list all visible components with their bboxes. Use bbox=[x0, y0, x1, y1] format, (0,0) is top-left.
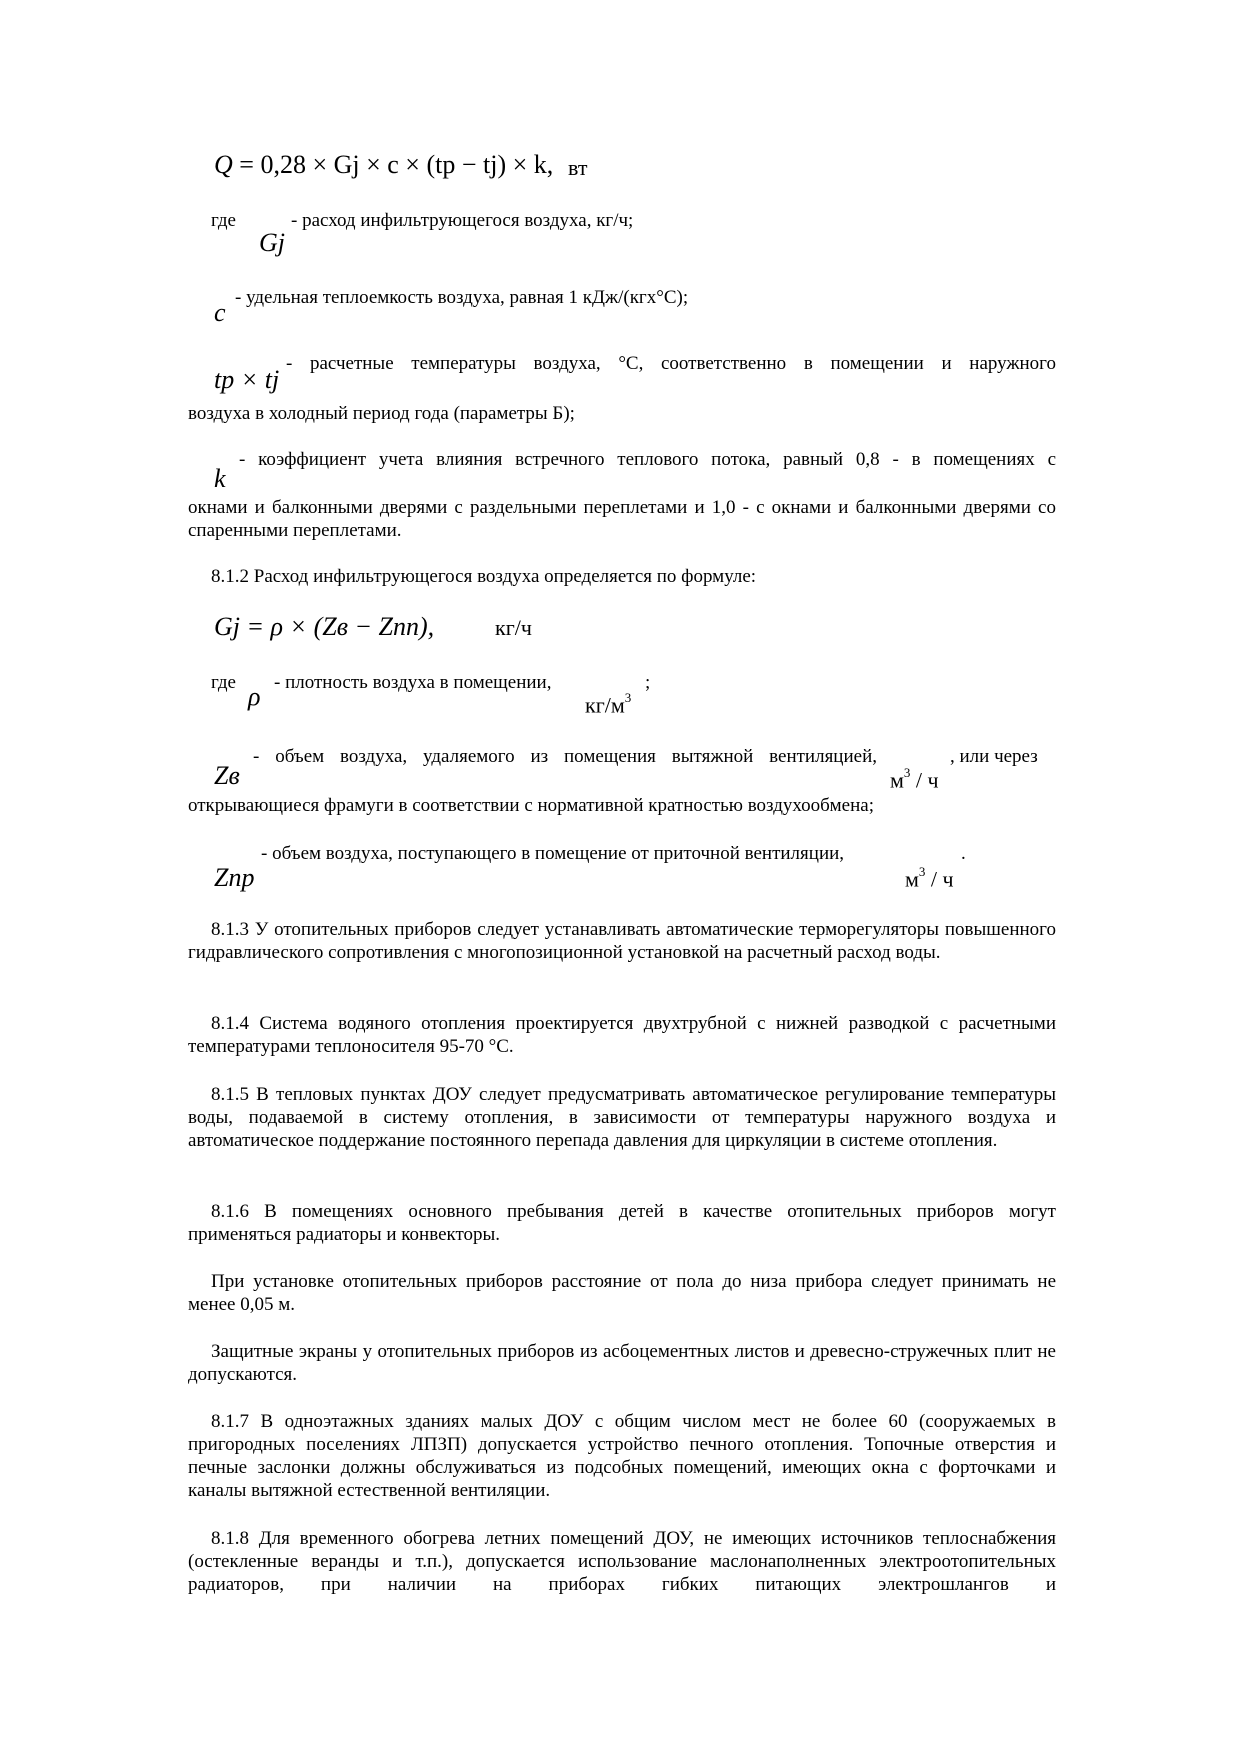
def-rho-symbol: ρ bbox=[248, 682, 261, 711]
formula-q-rhs: = 0,28 × Gj × c × (tp − tj) × k, bbox=[239, 150, 554, 179]
paragraph-8-1-5: 8.1.5 В тепловых пунктах ДОУ следует предусматривать автоматическое регулирование температуры воды, подаваемой в систему отопления, в зависимости от температуры наружного воздуха и автоматическое поддержание постоянного перепада давления для циркуляции в системе отопления. bbox=[188, 1084, 1056, 1151]
def-c-text: - удельная теплоемкость воздуха, равная 1 кДж/(кгх°С); bbox=[235, 287, 689, 308]
formula-q bbox=[214, 150, 553, 180]
def-tptj-symbol: tp × tj bbox=[214, 365, 280, 394]
def-zv-line1-end: , или через bbox=[950, 746, 1038, 767]
def-rho-text: - плотность воздуха в помещении, bbox=[274, 672, 552, 693]
paragraph-8-1-6: 8.1.6 В помещениях основного пребывания детей в качестве отопительных приборов могут применяться радиаторы и конвекторы. bbox=[188, 1201, 1056, 1245]
def-zv-unit-exp: 3 bbox=[903, 765, 911, 780]
def-zpr-text: - объем воздуха, поступающего в помещение от приточной вентиляции, bbox=[261, 843, 845, 864]
def-gj-text: - расход инфильтрующегося воздуха, кг/ч; bbox=[291, 210, 634, 231]
def-zv-unit-base: м bbox=[890, 767, 904, 793]
def-zpr-symbol: Zпр bbox=[214, 863, 255, 892]
def-k-line1: - коэффициент учета влияния встречного теплового потока, равный 0,8 - в помещениях с bbox=[239, 449, 1056, 470]
def-rho-unit bbox=[585, 692, 631, 718]
def-zv-line2: открывающиеся фрамуги в соответствии с нормативной кратностью воздухообмена; bbox=[188, 795, 874, 816]
def-zpr-unit-base: м bbox=[905, 866, 919, 892]
def-k-rest: окнами и балконными дверями с раздельными переплетами и 1,0 - с окнами и балконными дверями со спаренными переплетами. bbox=[188, 497, 1056, 541]
def-zv-line1: - объем воздуха, удаляемого из помещения вытяжной вентиляцией, bbox=[253, 746, 877, 767]
def-zv-symbol: Zв bbox=[214, 761, 240, 790]
paragraph-8-1-4: 8.1.4 Система водяного отопления проектируется двухтрубной с нижней разводкой с расчетными температурами теплоносителя 95-70 °С. bbox=[188, 1013, 1056, 1057]
def-tptj-line1: - расчетные температуры воздуха, °С, соответственно в помещении и наружного bbox=[286, 353, 1056, 374]
formula-gj-unit: кг/ч bbox=[495, 615, 532, 640]
formula-q-lhs: Q bbox=[214, 150, 233, 179]
def-rho-unit-base: кг/м bbox=[585, 692, 625, 718]
def-zpr-end: . bbox=[961, 843, 966, 864]
formula-gj-lhs: Gj bbox=[214, 612, 240, 641]
formula-gj bbox=[214, 612, 434, 642]
paragraph-8-1-2: 8.1.2 Расход инфильтрующегося воздуха определяется по формуле: bbox=[211, 566, 757, 587]
def-c-symbol: c bbox=[214, 298, 226, 327]
def-gj-prefix: где bbox=[211, 210, 236, 231]
def-rho-end: ; bbox=[645, 672, 651, 693]
paragraph-8-1-8: 8.1.8 Для временного обогрева летних помещений ДОУ, не имеющих источников теплоснабжения (остекленные веранды и т.п.), допускается использование маслонаполненных электроотопительных радиаторов, при наличии на приборах гибких питающих электрошлангов и bbox=[188, 1528, 1056, 1595]
def-zv-unit bbox=[890, 767, 939, 793]
def-zpr-unit-exp: 3 bbox=[918, 864, 926, 879]
paragraph-install: При установке отопительных приборов расстояние от пола до низа прибора следует принимать не менее 0,05 м. bbox=[188, 1271, 1056, 1315]
def-zpr-unit bbox=[905, 866, 954, 892]
paragraph-screens: Защитные экраны у отопительных приборов из асбоцементных листов и древесно-стружечных плит не допускаются. bbox=[188, 1341, 1056, 1385]
def-tptj-line2: воздуха в холодный период года (параметры Б); bbox=[188, 403, 575, 424]
formula-gj-rhs: = ρ × (Zв − Zпп), bbox=[246, 612, 435, 641]
formula-q-unit: вт bbox=[568, 155, 588, 180]
def-rho-prefix: где bbox=[211, 672, 236, 693]
def-k-symbol: k bbox=[214, 464, 226, 493]
def-gj-symbol: Gj bbox=[259, 228, 285, 257]
def-rho-unit-exp: 3 bbox=[624, 690, 632, 705]
def-zpr-unit-tail: / ч bbox=[930, 866, 954, 892]
paragraph-8-1-7: 8.1.7 В одноэтажных зданиях малых ДОУ с общим числом мест не более 60 (сооружаемых в пригородных поселениях ЛПЗП) допускается устройство печного отопления. Топочные отверстия и печные заслонки должны обслуживаться из подсобных помещений, имеющих окна с форточками и каналы вытяжной естественной вентиляции. bbox=[188, 1411, 1056, 1501]
paragraph-8-1-3: 8.1.3 У отопительных приборов следует устанавливать автоматические терморегуляторы повышенного гидравлического сопротивления с многопозиционной установкой на расчетный расход воды. bbox=[188, 919, 1056, 963]
def-zv-unit-tail: / ч bbox=[915, 767, 939, 793]
